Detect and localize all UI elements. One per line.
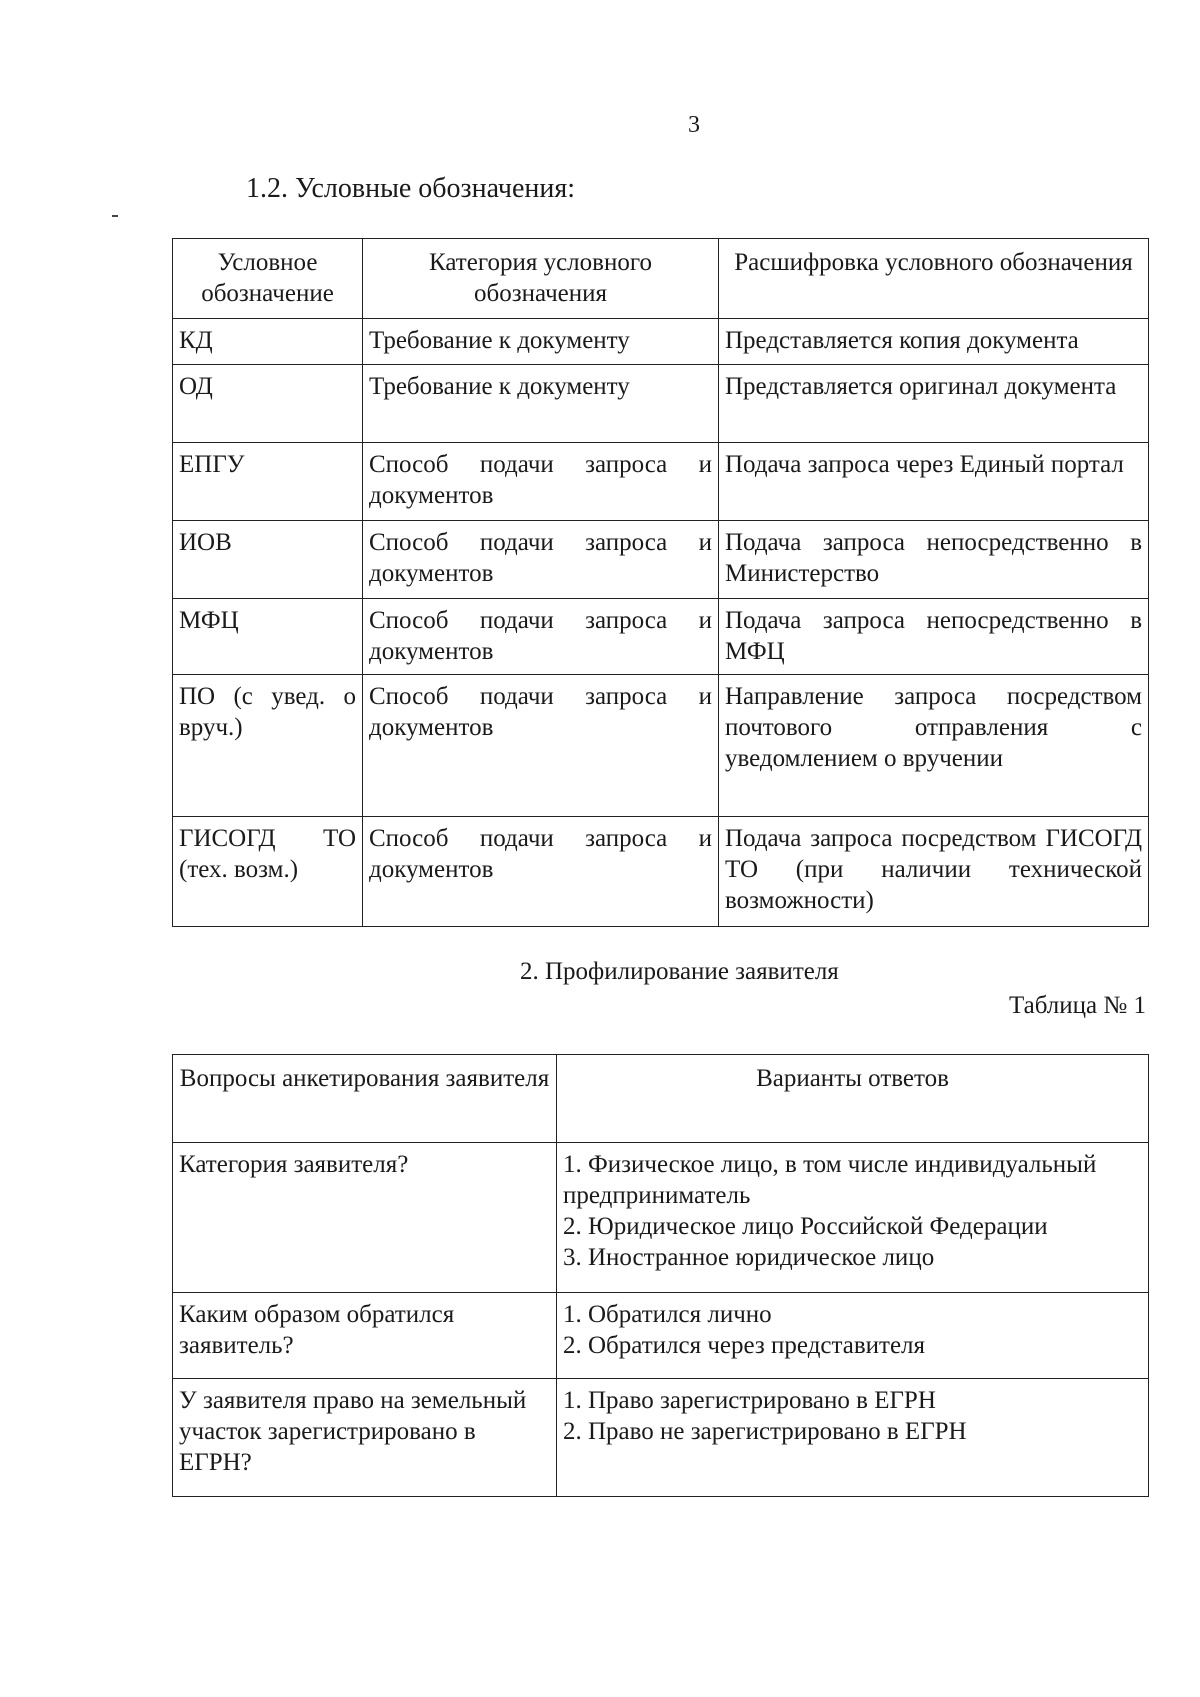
table-row (173, 521, 1149, 599)
code-cell: ИОВ (173, 521, 363, 599)
question-cell: Каким образом обратился заявитель? (173, 1293, 557, 1379)
table-caption: Таблица № 1 (1008, 992, 1146, 1019)
table-header-row (173, 239, 1149, 319)
category-cell: Требование к документу (363, 319, 719, 365)
page-number: 3 (688, 112, 700, 138)
category-cell: Способ подачи запроса и документов (363, 521, 719, 599)
code-cell: КД (173, 319, 363, 365)
table-row (173, 443, 1149, 521)
category-cell: Способ подачи запроса и документов (363, 675, 719, 817)
code-cell: МФЦ (173, 599, 363, 675)
meaning-cell: Подача запроса через Единый портал (719, 443, 1149, 521)
code-cell: ЕПГУ (173, 443, 363, 521)
answer-option: 2. Обратился через представителя (563, 1332, 926, 1359)
answers-cell (557, 1379, 1149, 1497)
category-cell: Способ подачи запроса и документов (363, 599, 719, 675)
category-cell: Способ подачи запроса и документов (363, 817, 719, 927)
table-row (173, 817, 1149, 927)
column-header: Вопросы анкетирования заявителя (173, 1055, 557, 1143)
column-header: Категория условного обозначения (363, 239, 719, 319)
meaning-cell: Представляется оригинал документа (719, 365, 1149, 443)
table-row (173, 599, 1149, 675)
answers-cell (557, 1293, 1149, 1379)
category-cell: Требование к документу (363, 365, 719, 443)
table-row (173, 1379, 1149, 1497)
table-row (173, 365, 1149, 443)
meaning-cell: Подача запроса непосредственно в Министерство (719, 521, 1149, 599)
answer-option: 2. Право не зарегистрировано в ЕГРН (563, 1418, 967, 1445)
profiling-table (172, 1054, 1149, 1497)
answer-option: 3. Иностранное юридическое лицо (563, 1244, 935, 1271)
question-cell: Категория заявителя? (173, 1143, 557, 1293)
meaning-cell: Направление запроса посредством почтового отправления с уведомлением о вручении (719, 675, 1149, 817)
column-header: Условное обозначение (173, 239, 363, 319)
code-cell: ГИСОГД ТО (тех. возм.) (173, 817, 363, 927)
table-row (173, 675, 1149, 817)
table-row (173, 1143, 1149, 1293)
table-row (173, 319, 1149, 365)
margin-mark (112, 215, 118, 217)
code-cell: ПО (с увед. о вруч.) (173, 675, 363, 817)
question-cell: У заявителя право на земельный участок зарегистрировано в ЕГРН? (173, 1379, 557, 1497)
meaning-cell: Подача запроса посредством ГИСОГД ТО (при наличии технической возможности) (719, 817, 1149, 927)
category-cell: Способ подачи запроса и документов (363, 443, 719, 521)
answers-cell (557, 1143, 1149, 1293)
column-header: Варианты ответов (557, 1055, 1149, 1143)
answer-option: 2. Юридическое лицо Российской Федерации (563, 1213, 1048, 1240)
answer-option: 1. Право зарегистрировано в ЕГРН (563, 1387, 936, 1414)
column-header: Расшифровка условного обозначения (719, 239, 1149, 319)
section-heading-profiling: 2. Профилирование заявителя (520, 958, 839, 985)
answer-option: 1. Обратился лично (563, 1301, 772, 1328)
meaning-cell: Подача запроса непосредственно в МФЦ (719, 599, 1149, 675)
table-row (173, 1293, 1149, 1379)
code-cell: ОД (173, 365, 363, 443)
answer-option: 1. Физическое лицо, в том числе индивидуальный предприниматель (563, 1151, 1097, 1209)
legend-table (172, 238, 1149, 927)
meaning-cell: Представляется копия документа (719, 319, 1149, 365)
table-header-row (173, 1055, 1149, 1143)
section-heading-legend: 1.2. Условные обозначения: (246, 173, 576, 204)
